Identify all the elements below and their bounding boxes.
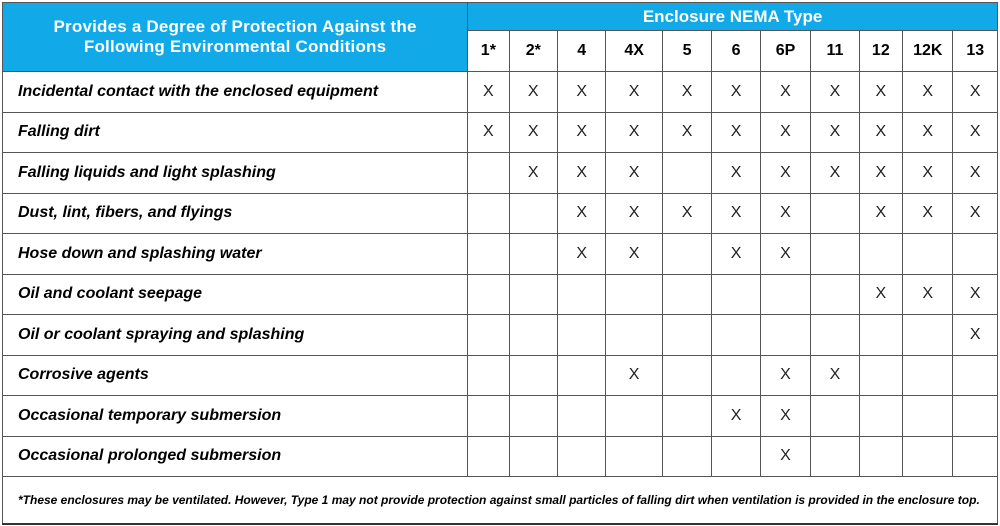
protection-mark-cell — [811, 234, 859, 275]
protection-mark-cell — [509, 436, 557, 477]
protection-mark-cell — [468, 436, 509, 477]
protection-mark-cell: X — [557, 112, 605, 153]
condition-label: Falling liquids and light splashing — [3, 153, 468, 194]
protection-mark-cell — [953, 436, 998, 477]
protection-mark-cell — [712, 315, 760, 356]
condition-label: Oil or coolant spraying and splashing — [3, 315, 468, 356]
protection-mark-cell — [859, 234, 902, 275]
protection-mark-cell — [811, 436, 859, 477]
protection-mark-cell: X — [712, 396, 760, 437]
protection-mark-cell — [953, 355, 998, 396]
protection-mark-cell — [859, 355, 902, 396]
protection-mark-cell: X — [712, 193, 760, 234]
protection-mark-cell — [859, 436, 902, 477]
protection-mark-cell — [468, 234, 509, 275]
protection-mark-cell: X — [953, 315, 998, 356]
protection-mark-cell: X — [953, 153, 998, 194]
protection-mark-cell — [557, 274, 605, 315]
protection-mark-cell: X — [953, 193, 998, 234]
protection-mark-cell: X — [953, 72, 998, 113]
protection-mark-cell — [760, 274, 810, 315]
protection-mark-cell: X — [606, 193, 663, 234]
type-header-cell: 12 — [859, 31, 902, 72]
table-row — [3, 274, 998, 315]
protection-mark-cell: X — [953, 112, 998, 153]
protection-mark-cell — [468, 396, 509, 437]
condition-label: Incidental contact with the enclosed equipment — [3, 72, 468, 113]
protection-mark-cell: X — [903, 193, 953, 234]
protection-mark-cell — [811, 193, 859, 234]
protection-mark-cell — [760, 315, 810, 356]
footnote: *These enclosures may be ventilated. However, Type 1 may not provide protection against small particles of falling dirt when ventilation is provided in the enclosure top. — [3, 477, 998, 525]
protection-mark-cell — [712, 436, 760, 477]
protection-mark-cell: X — [606, 153, 663, 194]
protection-mark-cell: X — [811, 72, 859, 113]
protection-mark-cell: X — [760, 193, 810, 234]
protection-mark-cell: X — [859, 112, 902, 153]
nema-enclosure-table — [2, 2, 998, 525]
protection-mark-cell: X — [760, 436, 810, 477]
protection-mark-cell: X — [557, 72, 605, 113]
protection-mark-cell — [953, 234, 998, 275]
protection-mark-cell — [811, 315, 859, 356]
condition-label: Oil and coolant seepage — [3, 274, 468, 315]
type-header-cell: 4X — [606, 31, 663, 72]
protection-mark-cell — [859, 396, 902, 437]
protection-mark-cell: X — [859, 193, 902, 234]
footnote-row — [3, 477, 998, 525]
protection-mark-cell — [468, 193, 509, 234]
protection-mark-cell: X — [760, 112, 810, 153]
protection-mark-cell: X — [859, 72, 902, 113]
protection-mark-cell: X — [509, 72, 557, 113]
protection-mark-cell — [468, 355, 509, 396]
protection-mark-cell — [509, 315, 557, 356]
protection-mark-cell — [509, 193, 557, 234]
table-row — [3, 193, 998, 234]
header-row-top — [3, 3, 998, 31]
type-header-cell: 2* — [509, 31, 557, 72]
condition-label: Hose down and splashing water — [3, 234, 468, 275]
protection-mark-cell: X — [606, 72, 663, 113]
protection-mark-cell — [662, 315, 711, 356]
protection-mark-cell — [509, 355, 557, 396]
protection-mark-cell — [662, 153, 711, 194]
protection-mark-cell: X — [468, 72, 509, 113]
protection-mark-cell: X — [712, 112, 760, 153]
protection-mark-cell — [606, 274, 663, 315]
protection-mark-cell: X — [712, 153, 760, 194]
enclosure-type-header: Enclosure NEMA Type — [468, 3, 998, 31]
protection-mark-cell — [606, 315, 663, 356]
protection-mark-cell: X — [509, 112, 557, 153]
table-row — [3, 436, 998, 477]
protection-mark-cell: X — [903, 72, 953, 113]
protection-mark-cell — [662, 355, 711, 396]
protection-mark-cell — [903, 315, 953, 356]
protection-mark-cell — [509, 274, 557, 315]
protection-mark-cell: X — [557, 153, 605, 194]
protection-mark-cell: X — [760, 396, 810, 437]
condition-label: Corrosive agents — [3, 355, 468, 396]
type-header-cell: 5 — [662, 31, 711, 72]
condition-label: Occasional temporary submersion — [3, 396, 468, 437]
protection-mark-cell — [662, 436, 711, 477]
protection-mark-cell — [903, 234, 953, 275]
protection-mark-cell: X — [468, 112, 509, 153]
protection-mark-cell: X — [662, 72, 711, 113]
protection-mark-cell — [557, 396, 605, 437]
protection-mark-cell — [662, 396, 711, 437]
protection-mark-cell: X — [760, 234, 810, 275]
table-row — [3, 234, 998, 275]
protection-mark-cell — [903, 396, 953, 437]
protection-mark-cell — [557, 315, 605, 356]
protection-mark-cell: X — [662, 193, 711, 234]
protection-mark-cell — [606, 436, 663, 477]
table-row — [3, 396, 998, 437]
protection-mark-cell: X — [712, 72, 760, 113]
table-row — [3, 153, 998, 194]
type-header-cell: 11 — [811, 31, 859, 72]
condition-label: Falling dirt — [3, 112, 468, 153]
protection-mark-cell — [509, 234, 557, 275]
protection-mark-cell: X — [903, 274, 953, 315]
protection-mark-cell: X — [953, 274, 998, 315]
protection-mark-cell: X — [557, 234, 605, 275]
type-header-cell: 13 — [953, 31, 998, 72]
protection-mark-cell: X — [811, 355, 859, 396]
protection-mark-cell — [606, 396, 663, 437]
protection-mark-cell: X — [760, 153, 810, 194]
type-header-cell: 12K — [903, 31, 953, 72]
protection-mark-cell — [468, 153, 509, 194]
protection-mark-cell — [903, 436, 953, 477]
protection-mark-cell — [509, 396, 557, 437]
conditions-header: Provides a Degree of Protection Against the Following Environmental Conditions — [3, 3, 468, 72]
protection-mark-cell — [811, 396, 859, 437]
table-row — [3, 315, 998, 356]
protection-mark-cell: X — [606, 234, 663, 275]
protection-mark-cell: X — [509, 153, 557, 194]
protection-mark-cell: X — [760, 72, 810, 113]
protection-mark-cell: X — [903, 153, 953, 194]
type-header-cell: 6 — [712, 31, 760, 72]
protection-mark-cell — [557, 436, 605, 477]
protection-mark-cell: X — [557, 193, 605, 234]
protection-mark-cell — [953, 396, 998, 437]
protection-mark-cell — [712, 274, 760, 315]
protection-mark-cell: X — [903, 112, 953, 153]
protection-mark-cell — [903, 355, 953, 396]
protection-mark-cell: X — [662, 112, 711, 153]
protection-mark-cell: X — [859, 274, 902, 315]
protection-mark-cell: X — [859, 153, 902, 194]
condition-label: Occasional prolonged submersion — [3, 436, 468, 477]
type-header-cell: 6P — [760, 31, 810, 72]
protection-mark-cell — [557, 355, 605, 396]
protection-mark-cell — [811, 274, 859, 315]
protection-mark-cell — [859, 315, 902, 356]
protection-mark-cell — [468, 274, 509, 315]
protection-mark-cell: X — [760, 355, 810, 396]
table-row — [3, 72, 998, 113]
protection-mark-cell: X — [811, 153, 859, 194]
protection-mark-cell: X — [811, 112, 859, 153]
type-header-cell: 4 — [557, 31, 605, 72]
protection-mark-cell — [712, 355, 760, 396]
protection-mark-cell: X — [606, 355, 663, 396]
type-header-cell: 1* — [468, 31, 509, 72]
table-row — [3, 112, 998, 153]
condition-label: Dust, lint, fibers, and flyings — [3, 193, 468, 234]
protection-mark-cell: X — [712, 234, 760, 275]
table-row — [3, 355, 998, 396]
protection-mark-cell — [468, 315, 509, 356]
conditions-body — [3, 72, 998, 477]
protection-mark-cell — [662, 234, 711, 275]
nema-table-container — [2, 2, 998, 520]
protection-mark-cell — [662, 274, 711, 315]
protection-mark-cell: X — [606, 112, 663, 153]
